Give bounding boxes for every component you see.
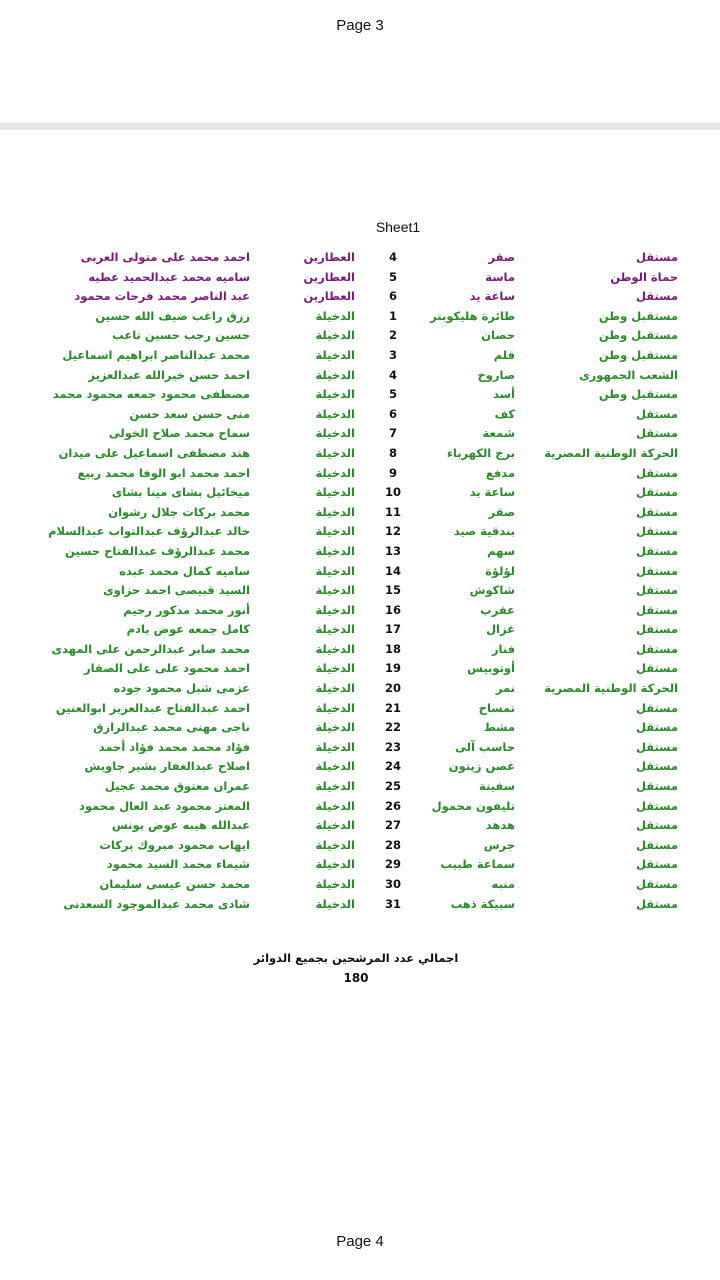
candidate-name-cell: عمران معتوق محمد عجيل bbox=[104, 779, 250, 794]
district-cell: الدخيلة bbox=[315, 877, 355, 891]
district-cell: الدخيلة bbox=[315, 426, 355, 441]
district-cell: الدخيلة bbox=[315, 700, 355, 715]
number-cell: 5 bbox=[388, 387, 397, 402]
district-cell: الدخيلة bbox=[315, 465, 355, 480]
number-cell: 2 bbox=[388, 328, 397, 343]
number-cell: 7 bbox=[388, 426, 397, 441]
party-cell: مستقبل وطن bbox=[598, 387, 678, 402]
district-cell: الدخيلة bbox=[315, 837, 355, 852]
party-cell: مستقل bbox=[635, 622, 678, 637]
party-cell: مستقل bbox=[635, 504, 678, 519]
district-cell: الدخيلة bbox=[315, 818, 355, 833]
district-cell: الدخيلة bbox=[315, 328, 355, 343]
district-cell: الدخيلة bbox=[315, 798, 355, 813]
candidate-name-cell: محمد حسن عيسى سليمان bbox=[99, 877, 250, 891]
symbol-cell: نمر bbox=[495, 681, 515, 696]
district-cell: الدخيلة bbox=[315, 543, 355, 558]
symbol-cell: حاسب آلى bbox=[455, 739, 515, 754]
table-row bbox=[0, 757, 720, 777]
party-cell: حماة الوطن bbox=[610, 269, 678, 284]
page-number-top: Page 3 bbox=[336, 17, 384, 34]
symbol-cell: تمساح bbox=[478, 700, 515, 715]
table-row bbox=[0, 248, 720, 268]
candidate-name-cell: ايهاب محمود مبروك بركات bbox=[99, 837, 250, 852]
candidate-name-cell: ساميه محمد عبدالحميد عطيه bbox=[88, 269, 250, 284]
party-cell: مستقل bbox=[635, 524, 678, 539]
symbol-cell: فنار bbox=[491, 641, 515, 656]
party-cell: مستقل bbox=[635, 563, 678, 578]
district-cell: الدخيلة bbox=[315, 857, 355, 872]
district-cell: الدخيلة bbox=[315, 681, 355, 696]
symbol-cell: حصان bbox=[481, 328, 515, 343]
symbol-cell: غزال bbox=[486, 622, 515, 637]
district-cell: الدخيلة bbox=[315, 720, 355, 735]
number-cell: 28 bbox=[384, 837, 401, 852]
candidate-name-cell: حسين رجب حسين تاعب bbox=[112, 328, 250, 343]
candidate-name-cell: محمد عبدالرؤف عبدالفتاح حسين bbox=[65, 543, 250, 558]
table-row bbox=[0, 424, 720, 444]
candidate-name-cell: منى حسن سعد حسن bbox=[129, 406, 250, 421]
number-cell: 6 bbox=[388, 289, 397, 304]
number-cell: 20 bbox=[384, 681, 401, 696]
table-row bbox=[0, 581, 720, 601]
candidate-name-cell: فؤاد محمد محمد فؤاد أحمد bbox=[98, 739, 250, 754]
symbol-cell: صاروخ bbox=[477, 367, 515, 382]
table-row bbox=[0, 522, 720, 542]
party-cell: مستقل bbox=[635, 406, 678, 421]
number-cell: 1 bbox=[388, 308, 397, 323]
candidate-name-cell: محمد بركات جلال رشوان bbox=[108, 504, 250, 519]
party-cell: مستقل bbox=[635, 720, 678, 735]
symbol-cell: أسد bbox=[493, 387, 515, 402]
table-row bbox=[0, 268, 720, 288]
candidate-name-cell: شيماء محمد السيد محمود bbox=[106, 857, 250, 872]
party-cell: مستقل bbox=[635, 798, 678, 813]
total-candidates-label: اجمالي عدد المرشحين بجميع الدوائر bbox=[253, 951, 459, 965]
party-cell: مستقل bbox=[635, 857, 678, 872]
party-cell: مستقل bbox=[635, 602, 678, 617]
symbol-cell: ساعة يد bbox=[469, 485, 515, 500]
district-cell: الدخيلة bbox=[315, 347, 355, 362]
table-row bbox=[0, 659, 720, 679]
table-row bbox=[0, 483, 720, 503]
symbol-cell: قلم bbox=[493, 347, 515, 362]
table-row bbox=[0, 718, 720, 738]
symbol-cell: ماسة bbox=[485, 269, 515, 284]
number-cell: 14 bbox=[384, 563, 401, 578]
number-cell: 22 bbox=[384, 720, 401, 735]
district-cell: الدخيلة bbox=[315, 739, 355, 754]
table-row bbox=[0, 679, 720, 699]
table-row bbox=[0, 699, 720, 719]
table-row bbox=[0, 464, 720, 484]
number-cell: 4 bbox=[388, 250, 397, 264]
candidate-name-cell: المعتز محمود عبد العال محمود bbox=[78, 798, 250, 813]
number-cell: 16 bbox=[384, 602, 401, 617]
number-cell: 13 bbox=[384, 543, 401, 558]
symbol-cell: سماعة طبيب bbox=[440, 857, 515, 872]
symbol-cell: ساعة يد bbox=[469, 289, 515, 304]
symbol-cell: كف bbox=[494, 406, 515, 421]
symbol-cell: هدهد bbox=[485, 818, 515, 833]
table-row bbox=[0, 816, 720, 836]
candidate-name-cell: ميخائيل بشاى مينا بشاى bbox=[111, 485, 250, 500]
symbol-cell: برج الكهرباء bbox=[447, 445, 515, 460]
candidate-name-cell: ساميه كمال محمد عبده bbox=[119, 563, 250, 578]
table-row bbox=[0, 346, 720, 366]
district-cell: الدخيلة bbox=[315, 524, 355, 539]
district-cell: الدخيلة bbox=[315, 602, 355, 617]
candidate-name-cell: رزق راغب ضيف الله حسين bbox=[95, 308, 250, 323]
symbol-cell: غصن زيتون bbox=[448, 759, 515, 774]
symbol-cell: صقر bbox=[488, 504, 515, 519]
table-row bbox=[0, 444, 720, 464]
party-cell: مستقل bbox=[635, 896, 678, 911]
number-cell: 18 bbox=[384, 641, 401, 656]
number-cell: 9 bbox=[388, 465, 397, 480]
table-row bbox=[0, 307, 720, 327]
party-cell: مستقل bbox=[635, 877, 678, 891]
symbol-cell: لؤلؤة bbox=[485, 563, 515, 578]
number-cell: 24 bbox=[384, 759, 401, 774]
total-candidates-value: 180 bbox=[343, 971, 369, 985]
symbol-cell: أوتوبيس bbox=[467, 661, 515, 676]
party-cell: مستقل bbox=[635, 661, 678, 676]
candidate-name-cell: السيد قبيصى احمد حزاوى bbox=[103, 583, 250, 598]
district-cell: الدخيلة bbox=[315, 406, 355, 421]
candidate-name-cell: كامل جمعه عوض يادم bbox=[126, 622, 250, 637]
symbol-cell: منبه bbox=[491, 877, 515, 891]
table-row bbox=[0, 875, 720, 895]
candidate-name-cell: سماح محمد صلاح الخولى bbox=[108, 426, 250, 441]
table-row bbox=[0, 601, 720, 621]
district-cell: الدخيلة bbox=[315, 661, 355, 676]
party-cell: مستقل bbox=[635, 759, 678, 774]
candidate-name-cell: احمد محمد ابو الوفا محمد ربيع bbox=[77, 465, 250, 480]
district-cell: الدخيلة bbox=[315, 563, 355, 578]
candidate-name-cell: ناجى مهنى محمد عبدالرازق bbox=[93, 720, 250, 735]
party-cell: الشعب الجمهورى bbox=[579, 367, 678, 382]
number-cell: 15 bbox=[384, 583, 401, 598]
party-cell: مستقل bbox=[635, 543, 678, 558]
table-row bbox=[0, 640, 720, 660]
symbol-cell: مشط bbox=[483, 720, 515, 735]
number-cell: 27 bbox=[384, 818, 401, 833]
party-cell: مستقل bbox=[635, 250, 678, 264]
symbol-cell: بندقية صيد bbox=[453, 524, 515, 539]
table-row bbox=[0, 562, 720, 582]
number-cell: 23 bbox=[384, 739, 401, 754]
party-cell: مستقل bbox=[635, 289, 678, 304]
candidate-name-cell: مصطفى محمود جمعه محمود محمد bbox=[52, 387, 250, 402]
district-cell: الدخيلة bbox=[315, 367, 355, 382]
number-cell: 25 bbox=[384, 779, 401, 794]
district-cell: الدخيلة bbox=[315, 641, 355, 656]
candidate-name-cell: هند مصطفى اسماعيل على ميدان bbox=[58, 445, 250, 460]
symbol-cell: سهم bbox=[487, 543, 515, 558]
candidates-table bbox=[0, 248, 720, 914]
party-cell: مستقل bbox=[635, 779, 678, 794]
district-cell: العطارين bbox=[303, 250, 355, 264]
symbol-cell: عقرب bbox=[480, 602, 515, 617]
candidate-name-cell: أنور محمد مدكور رحيم bbox=[123, 602, 250, 617]
number-cell: 17 bbox=[384, 622, 401, 637]
number-cell: 21 bbox=[384, 700, 401, 715]
district-cell: الدخيلة bbox=[315, 485, 355, 500]
party-cell: الحركة الوطنية المصرية bbox=[544, 445, 678, 460]
table-row bbox=[0, 895, 720, 915]
symbol-cell: تليفون محمول bbox=[431, 798, 515, 813]
table-row bbox=[0, 503, 720, 523]
party-cell: مستقبل وطن bbox=[598, 328, 678, 343]
candidate-name-cell: احمد محمود على على الصقار bbox=[83, 661, 250, 676]
party-cell: مستقل bbox=[635, 837, 678, 852]
district-cell: الدخيلة bbox=[315, 308, 355, 323]
candidate-name-cell: اصلاح عبدالغفار بشير جاويش bbox=[84, 759, 250, 774]
table-row bbox=[0, 855, 720, 875]
table-row bbox=[0, 542, 720, 562]
symbol-cell: جرس bbox=[483, 837, 515, 852]
symbol-cell: طائرة هليكوبتر bbox=[430, 308, 515, 323]
candidate-name-cell: عبد الناصر محمد فرحات محمود bbox=[74, 289, 250, 304]
page-number-bottom: Page 4 bbox=[336, 1233, 384, 1250]
candidate-name-cell: محمد صابر عبدالرحمن على المهدى bbox=[51, 641, 250, 656]
candidate-name-cell: عزمى شبل محمود جوده bbox=[113, 681, 250, 696]
symbol-cell: مدفع bbox=[485, 465, 515, 480]
candidate-name-cell: خالد عبدالرؤف عبدالتواب عبدالسلام bbox=[48, 524, 250, 539]
district-cell: الدخيلة bbox=[315, 779, 355, 794]
table-row bbox=[0, 326, 720, 346]
table-row bbox=[0, 385, 720, 405]
sheet-title: Sheet1 bbox=[375, 219, 421, 235]
party-cell: مستقل bbox=[635, 739, 678, 754]
party-cell: مستقل bbox=[635, 426, 678, 441]
table-row bbox=[0, 405, 720, 425]
page-separator bbox=[0, 123, 720, 130]
table-row bbox=[0, 836, 720, 856]
symbol-cell: صقر bbox=[488, 250, 515, 264]
table-row bbox=[0, 738, 720, 758]
table-row bbox=[0, 620, 720, 640]
number-cell: 12 bbox=[384, 524, 401, 539]
party-cell: مستقل bbox=[635, 641, 678, 656]
party-cell: مستقل bbox=[635, 818, 678, 833]
table-row bbox=[0, 287, 720, 307]
number-cell: 29 bbox=[384, 857, 401, 872]
number-cell: 3 bbox=[388, 347, 397, 362]
symbol-cell: شاكوش bbox=[469, 583, 515, 598]
party-cell: مستقل bbox=[635, 700, 678, 715]
party-cell: مستقل bbox=[635, 583, 678, 598]
candidate-name-cell: احمد حسن خيرالله عبدالعزيز bbox=[88, 367, 250, 382]
number-cell: 4 bbox=[388, 367, 397, 382]
symbol-cell: شمعة bbox=[482, 426, 515, 441]
table-row bbox=[0, 366, 720, 386]
symbol-cell: سبيكة ذهب bbox=[450, 896, 515, 911]
district-cell: العطارين bbox=[303, 289, 355, 304]
candidate-name-cell: محمد عبدالناصر ابراهيم اسماعيل bbox=[62, 347, 250, 362]
district-cell: الدخيلة bbox=[315, 622, 355, 637]
candidate-name-cell: احمد محمد على متولى العربى bbox=[80, 250, 250, 264]
party-cell: الحركة الوطنية المصرية bbox=[544, 681, 678, 696]
number-cell: 10 bbox=[384, 485, 401, 500]
district-cell: الدخيلة bbox=[315, 387, 355, 402]
number-cell: 31 bbox=[384, 896, 401, 911]
district-cell: الدخيلة bbox=[315, 445, 355, 460]
number-cell: 5 bbox=[388, 269, 397, 284]
district-cell: الدخيلة bbox=[315, 896, 355, 911]
number-cell: 26 bbox=[384, 798, 401, 813]
number-cell: 19 bbox=[384, 661, 401, 676]
party-cell: مستقبل وطن bbox=[598, 347, 678, 362]
table-row bbox=[0, 797, 720, 817]
candidate-name-cell: احمد عبدالفتاح عبدالعزيز ابوالعنين bbox=[55, 700, 250, 715]
candidate-name-cell: عبدالله هيبه عوض يونس bbox=[111, 818, 250, 833]
party-cell: مستقل bbox=[635, 465, 678, 480]
symbol-cell: سفينة bbox=[479, 779, 515, 794]
district-cell: الدخيلة bbox=[315, 504, 355, 519]
party-cell: مستقبل وطن bbox=[598, 308, 678, 323]
number-cell: 30 bbox=[384, 877, 401, 891]
number-cell: 11 bbox=[384, 504, 401, 519]
table-row bbox=[0, 777, 720, 797]
number-cell: 8 bbox=[388, 445, 397, 460]
district-cell: الدخيلة bbox=[315, 583, 355, 598]
district-cell: العطارين bbox=[303, 269, 355, 284]
district-cell: الدخيلة bbox=[315, 759, 355, 774]
candidate-name-cell: شادى محمد عبدالموجود السعدنى bbox=[63, 896, 250, 911]
number-cell: 6 bbox=[388, 406, 397, 421]
party-cell: مستقل bbox=[635, 485, 678, 500]
